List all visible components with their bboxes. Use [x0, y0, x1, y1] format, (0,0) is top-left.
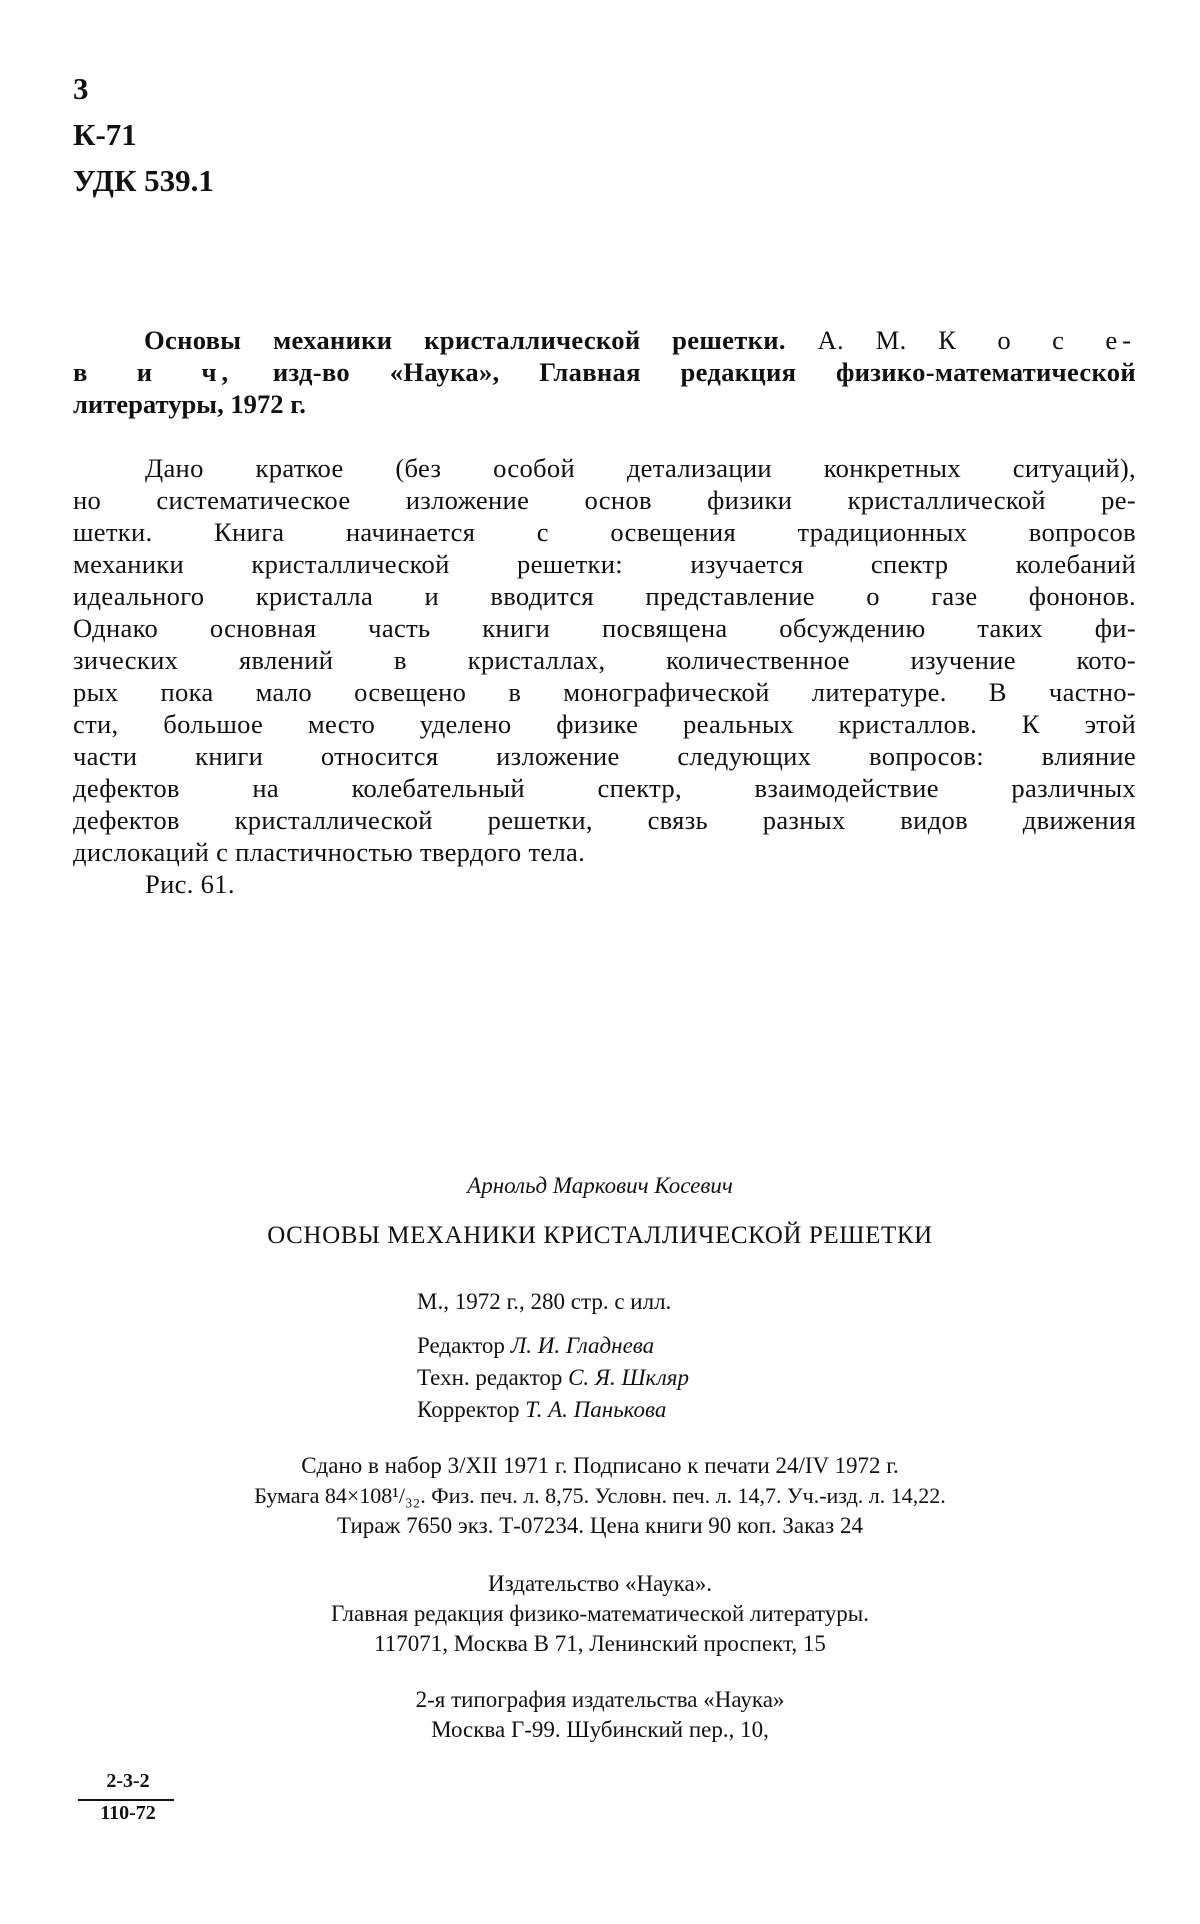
- printer-address: Москва Г-99. Шубинский пер., 10,: [0, 1716, 1200, 1744]
- author-surname-part2: в и ч,: [73, 357, 233, 387]
- imprint-author: Арнольд Маркович Косевич: [0, 1172, 1200, 1200]
- annotation-line-1: [144, 324, 1136, 356]
- author-initials: А. М.: [818, 325, 907, 355]
- body-line: дефектов на колебательный спектр, взаимодействие различных: [73, 772, 1136, 804]
- editor-credit: [417, 1330, 654, 1361]
- annotation-line-3: литературы, 1972 г.: [73, 388, 306, 420]
- figure-count: Рис. 61.: [73, 868, 1136, 900]
- body-line: рых пока мало освещено в монографической литературе. В частно-: [73, 676, 1136, 708]
- editor-name: Л. И. Гладнева: [511, 1333, 654, 1358]
- author-mark: К-71: [73, 116, 137, 154]
- bbk-index: 3: [73, 70, 89, 108]
- corrector-name: Т. А. Панькова: [525, 1397, 666, 1422]
- publisher-name: Издательство «Наука».: [0, 1570, 1200, 1598]
- printer-name: 2-я типография издательства «Наука»: [0, 1686, 1200, 1714]
- tech-editor-role: Техн. редактор: [417, 1365, 562, 1390]
- publisher-address: 117071, Москва В 71, Ленинский проспект, 15: [0, 1630, 1200, 1658]
- publisher-credit: изд-во «Наука», Главная редакция физико-математической: [273, 357, 1136, 387]
- annotation-body: [73, 452, 1136, 900]
- body-line: механики кристаллической решетки: изучается спектр колебаний: [73, 548, 1136, 580]
- body-line: шетки. Книга начинается с освещения традиционных вопросов: [73, 516, 1136, 548]
- imprint-title: ОСНОВЫ МЕХАНИКИ КРИСТАЛЛИЧЕСКОЙ РЕШЕТКИ: [0, 1222, 1200, 1250]
- body-line: Дано краткое (без особой детализации конкретных ситуаций),: [73, 452, 1136, 484]
- publisher-division: Главная редакция физико-математической литературы.: [0, 1600, 1200, 1628]
- publication-info: М., 1972 г., 280 стр. с илл.: [417, 1286, 671, 1317]
- fraction-rule: [78, 1799, 174, 1801]
- print-run: Тираж 7650 экз. Т-07234. Цена книги 90 коп. Заказ 24: [0, 1512, 1200, 1540]
- corrector-credit: [417, 1394, 666, 1425]
- annotation-line-2: [73, 356, 1136, 388]
- print-dates: Сдано в набор 3/XII 1971 г. Подписано к печати 24/IV 1972 г.: [0, 1452, 1200, 1480]
- author-surname-part1: К о с е-: [938, 325, 1136, 355]
- body-last-line: дислокаций с пластичностью твердого тела.: [73, 836, 1136, 868]
- paper-specs: Бумага 84×108¹/₃₂. Физ. печ. л. 8,75. Условн. печ. л. 14,7. Уч.-изд. л. 14,22.: [0, 1482, 1200, 1510]
- editor-role: Редактор: [417, 1333, 505, 1358]
- body-line: дефектов кристаллической решетки, связь разных видов движения: [73, 804, 1136, 836]
- body-line: но систематическое изложение основ физики кристаллической ре-: [73, 484, 1136, 516]
- code-numerator: 2-3-2: [78, 1770, 178, 1793]
- corrector-role: Корректор: [417, 1397, 520, 1422]
- body-line: части книги относится изложение следующих вопросов: влияние: [73, 740, 1136, 772]
- body-line: сти, большое место уделено физике реальных кристаллов. К этой: [73, 708, 1136, 740]
- body-line: зических явлений в кристаллах, количественное изучение кото-: [73, 644, 1136, 676]
- udc-code: УДК 539.1: [73, 162, 214, 200]
- code-denominator: 110-72: [78, 1802, 178, 1825]
- body-line: Однако основная часть книги посвящена обсуждению таких фи-: [73, 612, 1136, 644]
- body-line: идеального кристалла и вводится представление о газе фононов.: [73, 580, 1136, 612]
- book-title-bold: Основы механики кристаллической решетки.: [144, 325, 786, 355]
- tech-editor-credit: [417, 1362, 689, 1393]
- tech-editor-name: С. Я. Шкляр: [568, 1365, 689, 1390]
